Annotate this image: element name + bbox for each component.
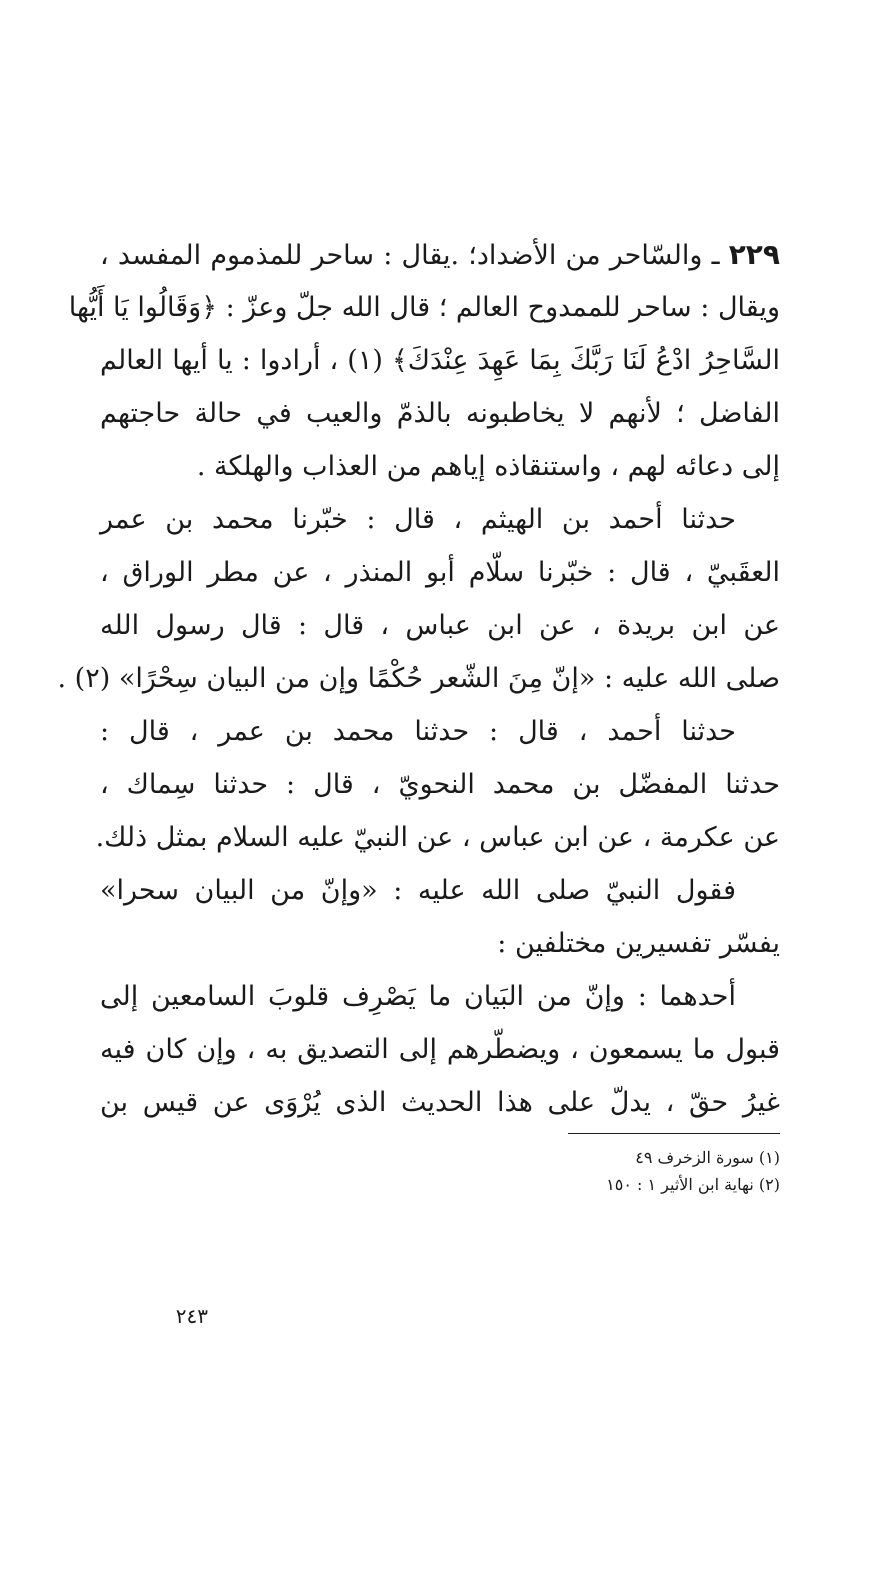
footnotes bbox=[430, 1144, 780, 1198]
footnote-divider bbox=[568, 1133, 780, 1134]
text-line bbox=[100, 228, 780, 281]
page-number: ٢٤٣ bbox=[175, 1304, 208, 1328]
text-line: حدثنا أحمد بن الهيثم ، قال : خبّرنا محمد بن عمر bbox=[100, 504, 736, 535]
text-line: حدثنا المفضّل بن محمد النحويّ ، قال : حدثنا سِماك ، bbox=[100, 769, 780, 800]
text-line: العقَبيّ ، قال : خبّرنا سلّام أبو المنذر ، عن مطر الوراق ، bbox=[100, 557, 780, 588]
text-line: فقول النبيّ صلى الله عليه : «وإنّ من البيان سحرا» bbox=[100, 875, 736, 906]
text-line: صلى الله عليه : «إنّ مِنَ الشّعر حُكْمًا وإن من البيان سِحْرًا» (٢) . bbox=[57, 663, 780, 694]
text-line: إلى دعائه لهم ، واستنقاذه إياهم من العذاب والهلكة . bbox=[196, 451, 780, 482]
text-line: غيرُ حقّ ، يدلّ على هذا الحديث الذى يُرْوَى عن قيس بن bbox=[100, 1087, 780, 1118]
text-line: قبول ما يسمعون ، ويضطّرهم إلى التصديق به ، وإن كان فيه bbox=[100, 1034, 780, 1065]
text-line: أحدهما : وإنّ من البَيان ما يَصْرِف قلوبَ السامعين إلى bbox=[100, 981, 736, 1012]
entry-line-text: ـ والسّاحر من الأضداد؛ .يقال : ساحر للمذموم المفسد ، bbox=[100, 240, 720, 271]
footnote-2: (٢) نهاية ابن الأثير ١ : ١٥٠ bbox=[606, 1175, 780, 1194]
main-text bbox=[57, 228, 780, 1129]
text-line: حدثنا أحمد ، قال : حدثنا محمد بن عمر ، قال : bbox=[100, 716, 736, 747]
entry-number: ٢٢٩ bbox=[728, 238, 780, 271]
text-line: عن ابن بريدة ، عن ابن عباس ، قال : قال رسول الله bbox=[100, 610, 780, 641]
footnote-1: (١) سورة الزخرف ٤٩ bbox=[635, 1148, 780, 1167]
text-line: ويقال : ساحر للممدوح العالم ؛ قال الله جلّ وعزّ : ﴿وَقَالُوا يَا أَيُّها bbox=[68, 292, 780, 323]
text-line: يفسّر تفسيرين مختلفين : bbox=[497, 928, 780, 959]
text-line: الفاضل ؛ لأنهم لا يخاطبونه بالذمّ والعيب في حالة حاجتهم bbox=[100, 398, 780, 429]
text-line: السَّاحِرُ ادْعُ لَنَا رَبَّكَ بِمَا عَهِدَ عِنْدَكَ﴾ (١) ، أرادوا : يا أيها العالم bbox=[100, 345, 780, 376]
text-line: عن عكرمة ، عن ابن عباس ، عن النبيّ عليه السلام بمثل ذلك. bbox=[95, 822, 780, 853]
